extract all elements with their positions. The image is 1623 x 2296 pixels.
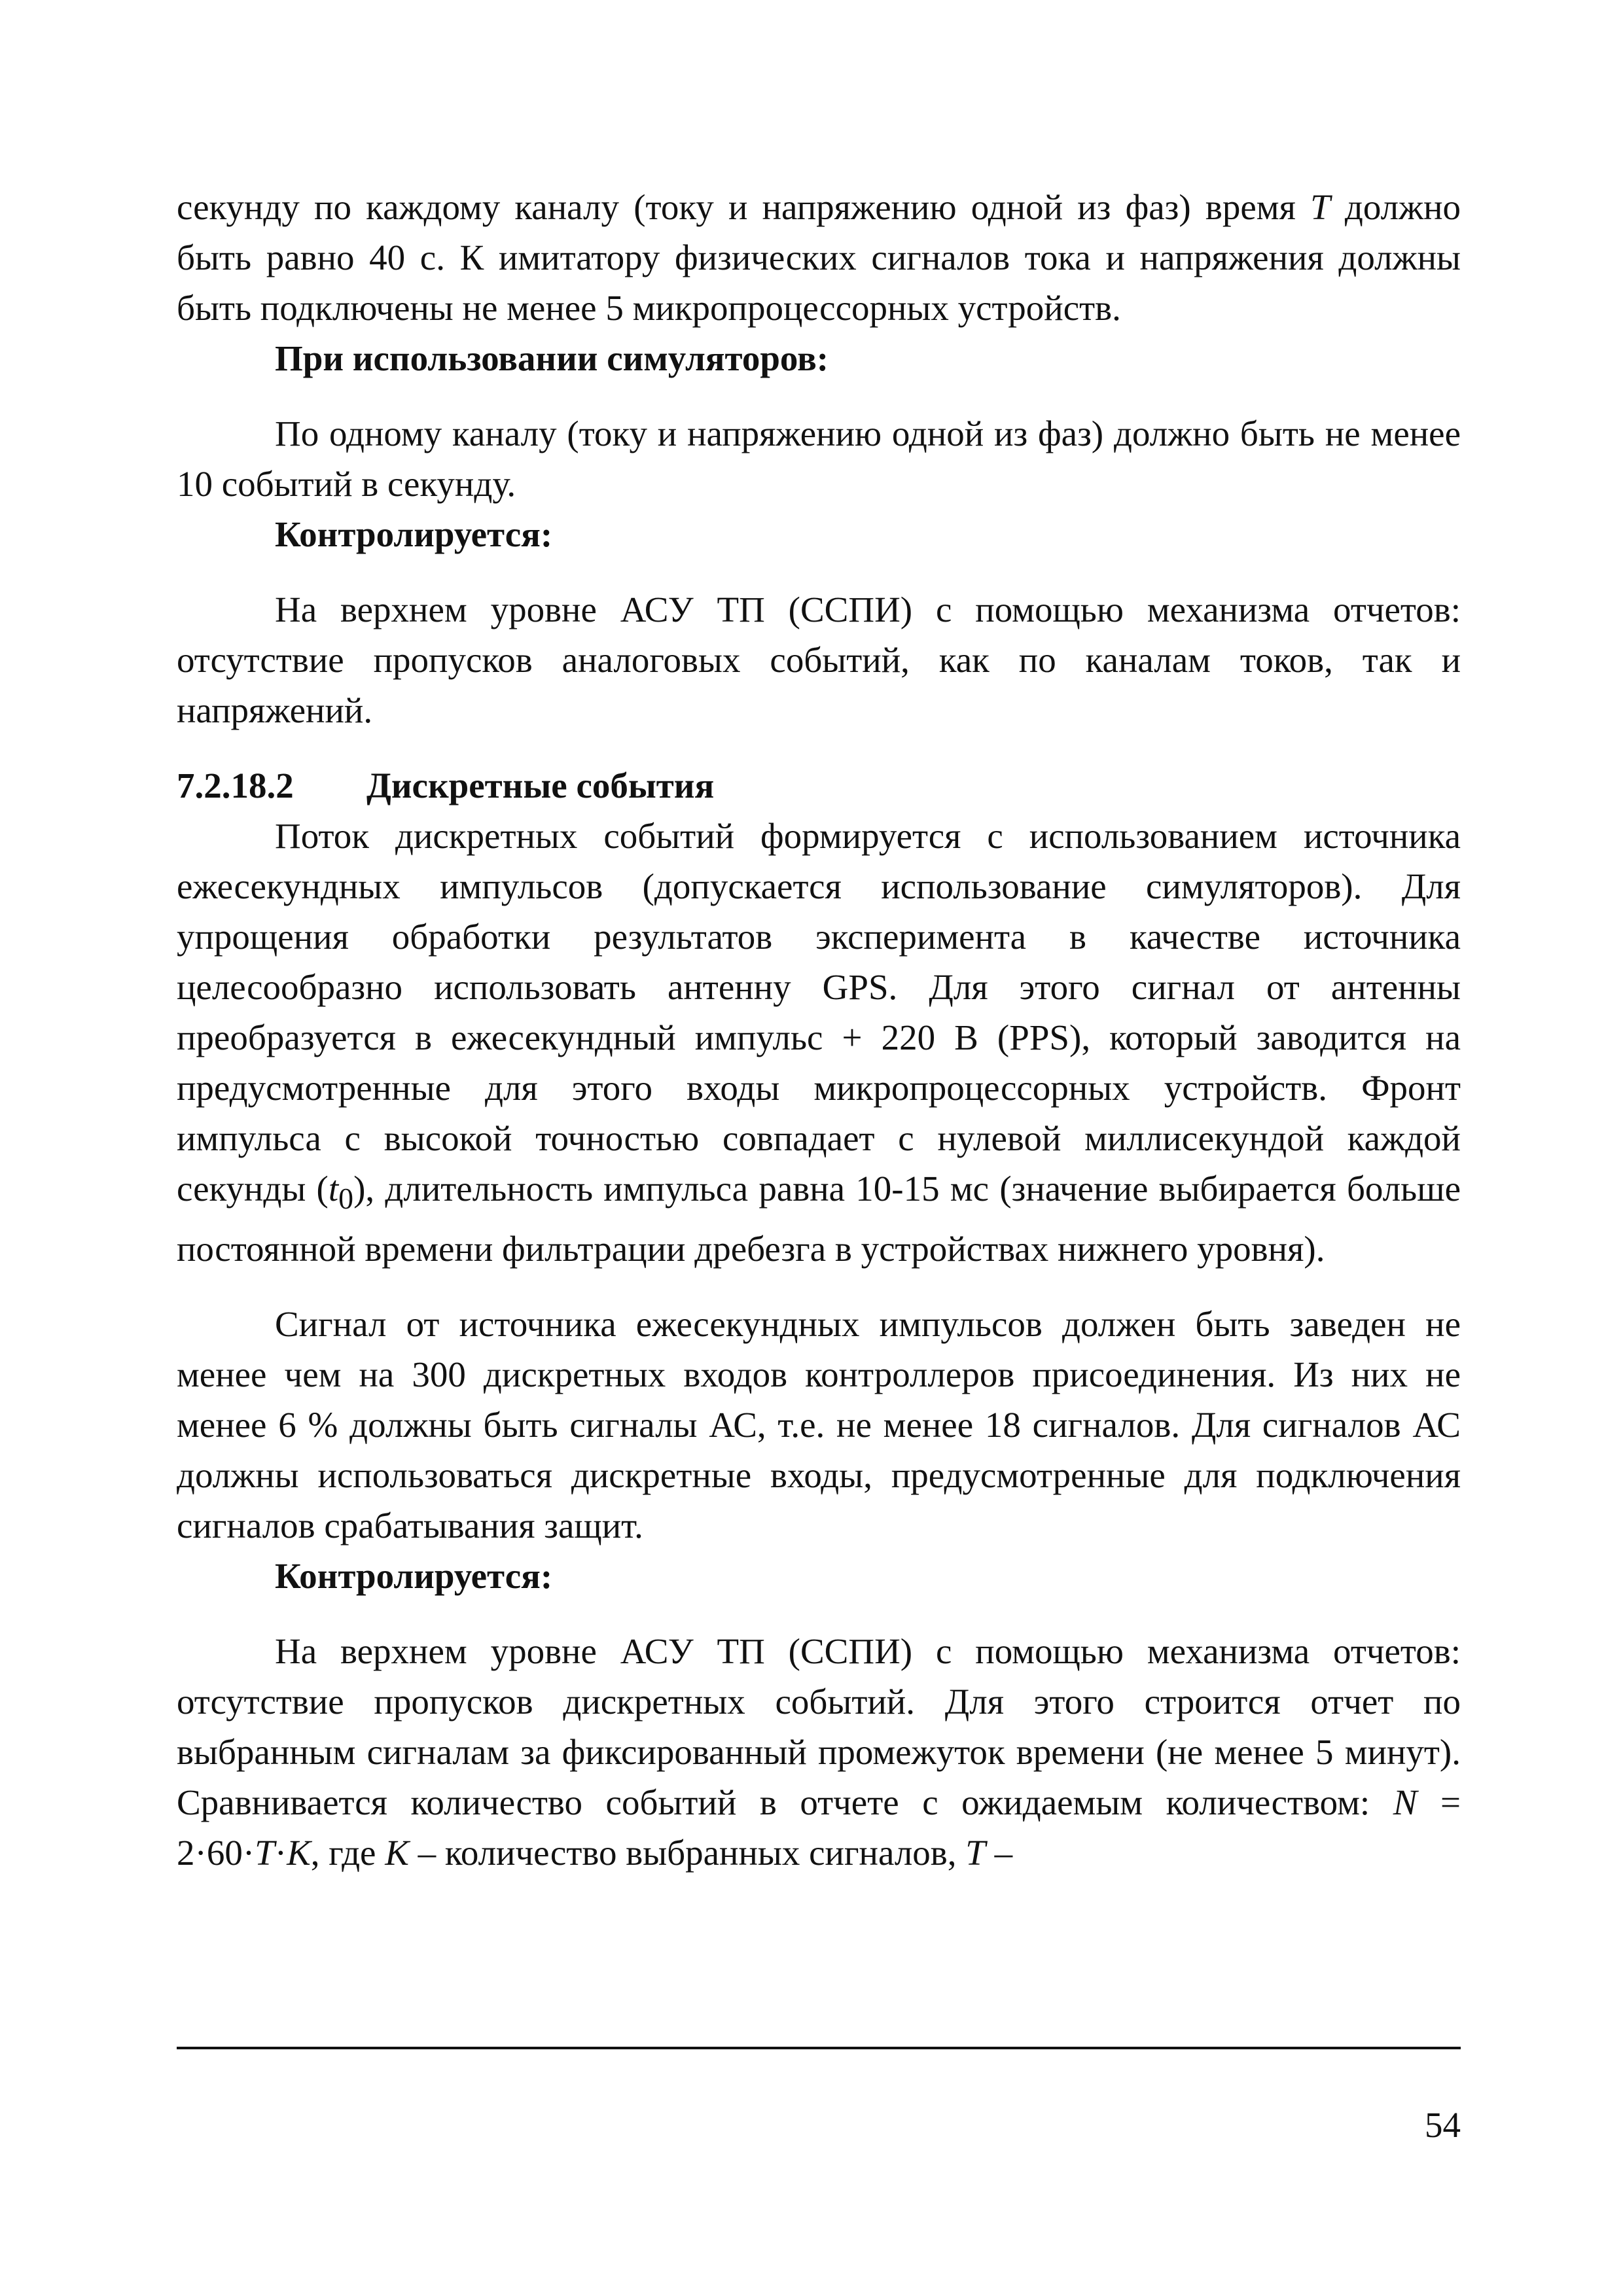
- variable-t: T: [965, 1833, 986, 1873]
- text-run: секунду по каждому каналу (току и напряжению одной из фаз) время: [177, 187, 1311, 227]
- paragraph-simulators: По одному каналу (току и напряжению одной из фаз) должно быть не менее 10 событий в секунду.: [177, 414, 1461, 504]
- page-number: 54: [1425, 2105, 1461, 2145]
- paragraph-controlled-discrete: [177, 1626, 1461, 1878]
- text-run: –: [985, 1833, 1013, 1873]
- subheading-controlled: Контролируется:: [275, 514, 553, 554]
- formula-variable-k: K: [287, 1833, 311, 1873]
- formula-text: ·: [274, 1833, 287, 1873]
- text-run: На верхнем уровне АСУ ТП (ССПИ) с помощью механизма отчетов: отсутствие пропусков дискретных событий. Для этого строится отчет по выбранным сигналам за фиксированный промежуток времени (не менее 5 минут). Сравнивается количество событий в отчете с ожидаемым количеством:: [177, 1631, 1461, 1822]
- variable-t0: t: [328, 1169, 339, 1209]
- text-run: Поток дискретных событий формируется с использованием источника ежесекундных импульсов (допускается использование симуляторов). Для упрощения обработки результатов эксперимента в качестве источника целесообразно использовать антенну GPS. Для этого сигнал от антенны преобразуется в ежесекундный импульс + 220 В (PPS), который заводится на предусмотренные для этого входы микропроцессорных устройств. Фронт импульса с высокой точностью совпадает с нулевой миллисекундой каждой секунды (: [177, 816, 1461, 1209]
- subheading-controlled: Контролируется:: [275, 1556, 553, 1596]
- variable-k: K: [385, 1833, 409, 1873]
- paragraph-pps-signal: Сигнал от источника ежесекундных импульсов должен быть заведен не менее чем на 300 дискретных входов контроллеров присоединения. Из них не менее 6 % должны быть сигналы АС, т.е. не менее 18 сигналов. Для сигналов АС должны использоваться дискретные входы, предусмотренные для подключения сигналов срабатывания защит.: [177, 1304, 1461, 1545]
- subheading-simulators: При использовании симуляторов:: [275, 338, 829, 378]
- text-run: ), длительность импульса равна 10-15 мс (значение выбирается больше постоянной времени фильтрации дребезга в устройствах нижнего уровня).: [177, 1169, 1461, 1269]
- paragraph-discrete-flow: [177, 811, 1461, 1274]
- section-number: 7.2.18.2: [177, 766, 294, 805]
- section-title: Дискретные события: [366, 766, 715, 805]
- text-run: , где: [310, 1833, 385, 1873]
- section-heading: [177, 760, 1461, 811]
- text-run: – количество выбранных сигналов,: [408, 1833, 966, 1873]
- page-body: [177, 182, 1461, 1878]
- formula-variable-n: N: [1393, 1782, 1418, 1822]
- variable-t: T: [1310, 187, 1330, 227]
- formula-text: = 2·60·: [177, 1782, 1461, 1873]
- text-run: должно быть равно 40 с. К имитатору физических сигналов тока и напряжения должны быть подключены не менее 5 микропроцессорных устройств.: [177, 187, 1461, 328]
- subscript-zero: 0: [338, 1182, 354, 1215]
- paragraph-continuation: [177, 182, 1461, 333]
- footer-rule: [177, 2047, 1461, 2049]
- paragraph-controlled-analog: На верхнем уровне АСУ ТП (ССПИ) с помощью механизма отчетов: отсутствие пропусков аналоговых событий, как по каналам токов, так и напряжений.: [177, 590, 1461, 730]
- formula-variable-t: T: [255, 1833, 275, 1873]
